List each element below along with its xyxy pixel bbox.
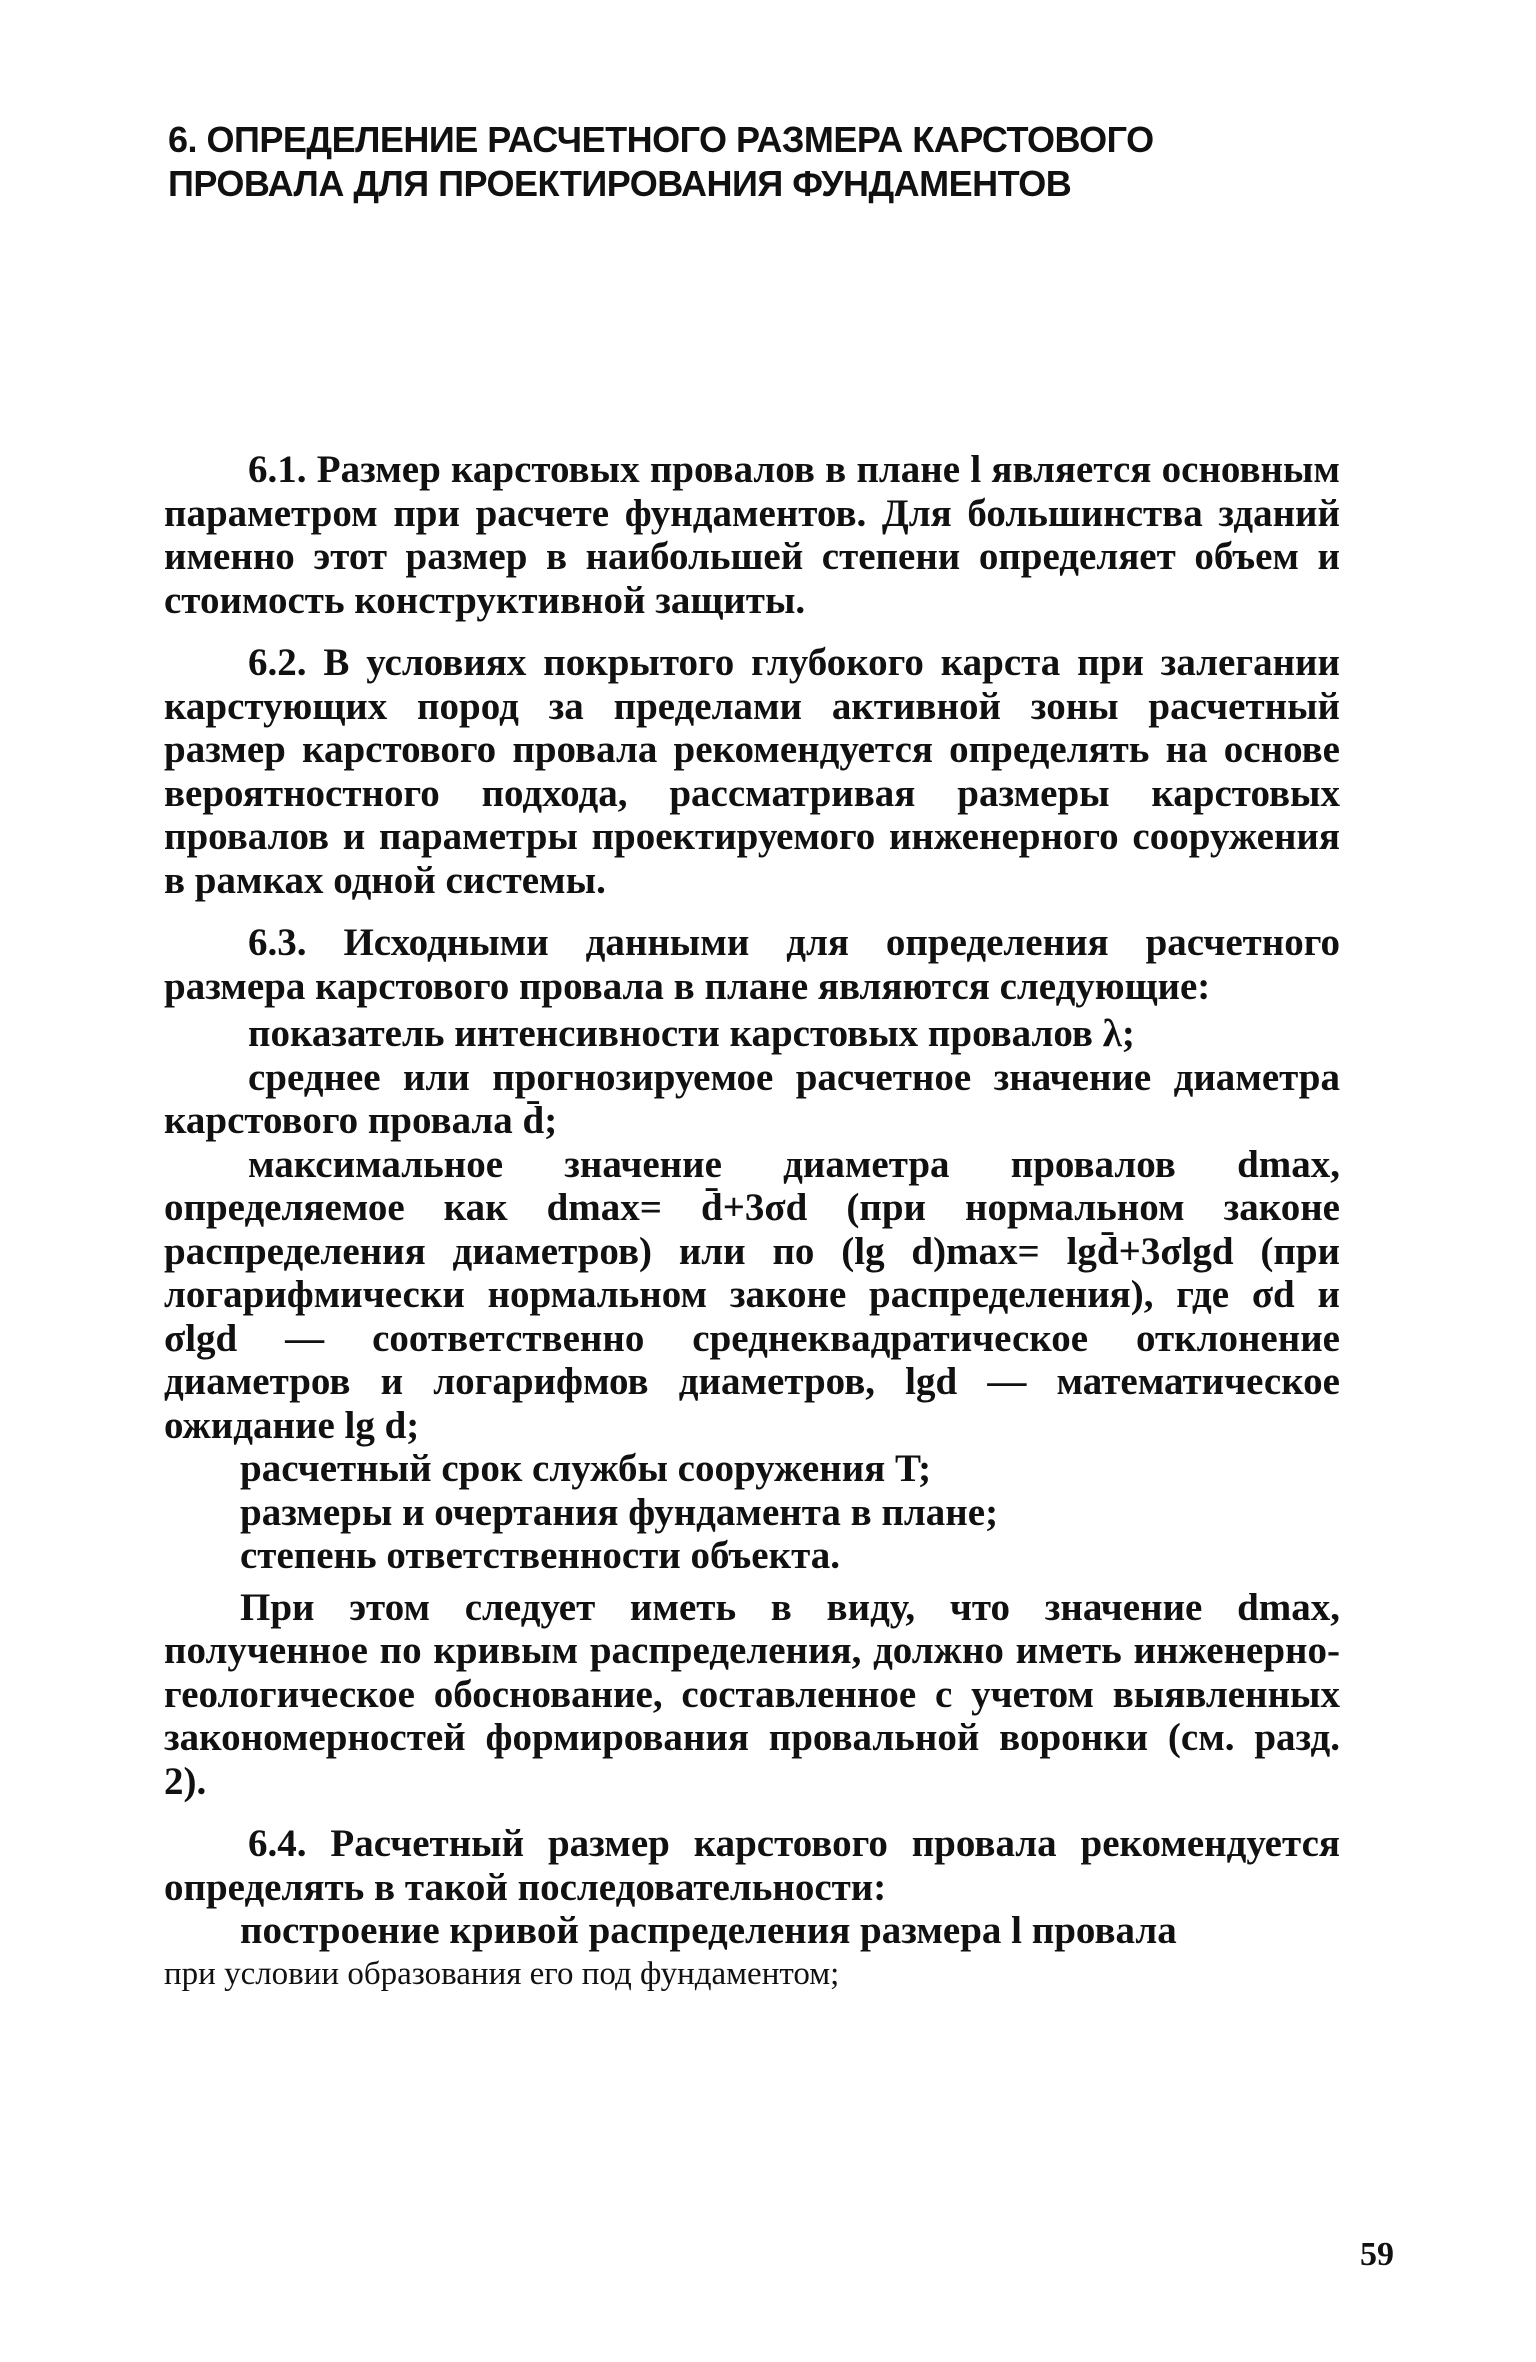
list-item: размеры и очертания фундамента в плане; xyxy=(240,1490,999,1534)
paragraph-6-3 xyxy=(164,921,1340,1008)
paragraph-text: Исходными данными для определения расчетного размера карстового провала в плане являются следующие: xyxy=(164,921,1340,1008)
heading-line-2: ПРОВАЛА ДЛЯ ПРОЕКТИРОВАНИЯ ФУНДАМЕНТОВ xyxy=(168,163,1072,204)
paragraph-6-4 xyxy=(164,1822,1340,1909)
list-item: степень ответственности объекта. xyxy=(240,1534,840,1577)
list-item: показатель интенсивности карстовых провалов λ; xyxy=(248,1012,1135,1055)
body-text xyxy=(164,448,1340,1996)
page-number: 59 xyxy=(1360,2236,1394,2273)
paragraph-text: Расчетный размер карстового провала рекомендуется определять в такой последовательности: xyxy=(164,1822,1340,1909)
list-item: расчетный срок службы сооружения T; xyxy=(240,1447,932,1490)
note-paragraph: При этом следует иметь в виду, что значение dmax, полученное по кривым распределения, должно иметь инженерно-геологическое обоснование, составленное с учетом выявленных закономерностей формирования провальной воронки (см. разд. 2). xyxy=(164,1585,1340,1803)
paragraph-number: 6.3. xyxy=(248,921,307,964)
paragraph-6-2 xyxy=(164,641,1340,902)
paragraph-number: 6.4. xyxy=(248,1822,307,1865)
paragraph-number: 6.1. xyxy=(248,448,307,491)
section-heading xyxy=(168,118,1368,206)
list-item: при условии образования его под фундаментом; xyxy=(164,1955,840,1992)
paragraph-number: 6.2. xyxy=(248,641,307,684)
heading-line-1: 6. ОПРЕДЕЛЕНИЕ РАСЧЕТНОГО РАЗМЕРА КАРСТОВОГО xyxy=(168,119,1154,160)
paragraph-text: В условиях покрытого глубокого карста при залегании карстующих пород за пределами активной зоны расчетный размер карстового провала рекомендуется определять на основе вероятностного подхода, рассматривая размеры карстовых провалов и параметры проектируемого инженерного сооружения в рамках одной системы. xyxy=(164,641,1340,902)
paragraph-6-1 xyxy=(164,448,1340,622)
list-item: построение кривой распределения размера l провала xyxy=(240,1909,1177,1952)
list-item: максимальное значение диаметра провалов dmax, определяемое как dmax= d̄+3σd (при нормальном законе распределения диаметров) или по (lg d)max= lgd̄+3σlgd (при логарифмически нормальном законе распределения), где σd и σlgd — соответственно среднеквадратическое отклонение диаметров и логарифмов диаметров, lgd — математическое ожидание lg d; xyxy=(164,1142,1340,1447)
list-item: среднее или прогнозируемое расчетное значение диаметра карстового провала d̄; xyxy=(164,1055,1340,1142)
paragraph-text: Размер карстовых провалов в плане l является основным параметром при расчете фундаментов. Для большинства зданий именно этот размер в наибольшей степени определяет объем и стоимость конструктивной защиты. xyxy=(164,448,1340,622)
